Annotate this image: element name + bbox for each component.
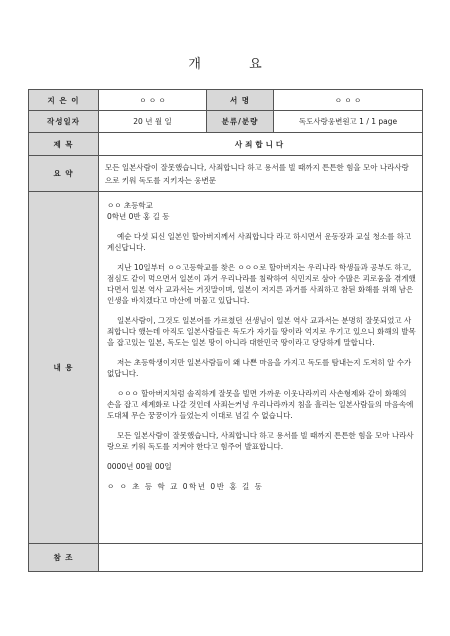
category-label: 분류/분량 — [207, 111, 274, 133]
reference-label: 참 조 — [29, 544, 99, 572]
summary-form-table — [28, 89, 423, 572]
date-value: 20 년 월 일 — [99, 111, 207, 133]
summary-label: 요 약 — [29, 156, 99, 192]
summary-row — [29, 156, 423, 192]
author-label: 지 은 이 — [29, 90, 99, 111]
reference-value — [99, 544, 423, 572]
content-class-name: 0학년 0반 홍 길 동 — [107, 212, 170, 221]
author-row — [29, 90, 423, 111]
reference-row — [29, 544, 423, 572]
content-row — [29, 192, 423, 544]
name-label: 서 명 — [207, 90, 274, 111]
summary-value: 모든 일본사람이 잘못했습니다, 사죄합니다 하고 용서를 빌 때까지 튼튼한 힘을 모아 나라사랑으로 키워 독도를 지키자는 웅변문 — [99, 156, 423, 192]
content-paragraph-2: 지난 10일부터 ㅇㅇ고등학교를 찾은 ㅇㅇㅇ로 할아버지는 우리나라 학생들과 공부도 하고, 점심도 같이 먹으면서 일본이 과거 우리나라를 침략하여 식민지로 삼아 수많은 괴로움을 겪게했다면서 일본 역사 교과서는 거짓말이며, 일본이 저지른 과거를 사죄하고 참된 화해를 위해 남은 인생을 바치겠다고 마산에 머물고 있답니다. — [107, 263, 416, 305]
content-paragraph-6: 모든 일본사람이 잘못했습니다, 사죄합니다 하고 용서를 빌 때까지 튼튼한 힘을 모아 나라사랑으로 키워 독도를 지켜야 한다고 힘주어 발표합니다. — [107, 431, 414, 451]
date-label: 작성일자 — [29, 111, 99, 133]
content-date: 0000년 00월 00일 — [107, 462, 172, 471]
subject-value: 사죄합니다 — [99, 133, 423, 156]
content-signature: ㅇ ㅇ 초 등 학 교 0학년 0반 홍 길 동 — [107, 482, 264, 491]
page-title: 개 요 — [188, 57, 284, 72]
content-paragraph-4: 저는 초등학생이지만 일본사람들이 왜 나쁜 마음을 가지고 독도를 탐내는지 도저히 알 수가 없답니다. — [107, 358, 412, 378]
content-school: ㅇㅇ 초등학교 — [107, 201, 153, 210]
name-value: ㅇ ㅇ ㅇ — [274, 90, 423, 111]
subject-label: 제 목 — [29, 133, 99, 156]
content-body — [99, 192, 423, 544]
author-value: ㅇ ㅇ ㅇ — [99, 90, 207, 111]
content-paragraph-5: ㅇㅇㅇ 할아버지처럼 솔직하게 잘못을 빌면 가까운 이웃나라끼리 사손형제와 같이 화해의 손을 잡고 세계화로 나갈 것인데 사죄는커녕 우리나라까지 침을 흘리는 일본사람들의 마음속에 도대체 무슨 꿍꿍이가 들었는지 이대로 넘길 수 없습니다. — [107, 389, 414, 420]
date-row — [29, 111, 423, 133]
category-value: 독도사랑웅변원고 1 / 1 page — [274, 111, 423, 133]
subject-row — [29, 133, 423, 156]
content-label: 내 용 — [29, 192, 99, 544]
content-paragraph-3: 일본사람이, 그것도 일본어를 가르쳤던 선생님이 일본 역사 교과서는 분명히 잘못되었고 사죄합니다 했는데 아직도 일본사람들은 독도가 자기들 땅이라 억지로 우기고 있으니 화해의 발목을 잡고있는 일본, 독도는 일본 땅이 아니라 대한민국 땅이라고 당당하게 말합니다. — [107, 316, 416, 347]
content-paragraph-1: 예순 다섯 되신 일본인 할아버지께서 사죄합니다 라고 하시면서 운동장과 교실 청소를 하고 계신답니다. — [107, 232, 412, 252]
